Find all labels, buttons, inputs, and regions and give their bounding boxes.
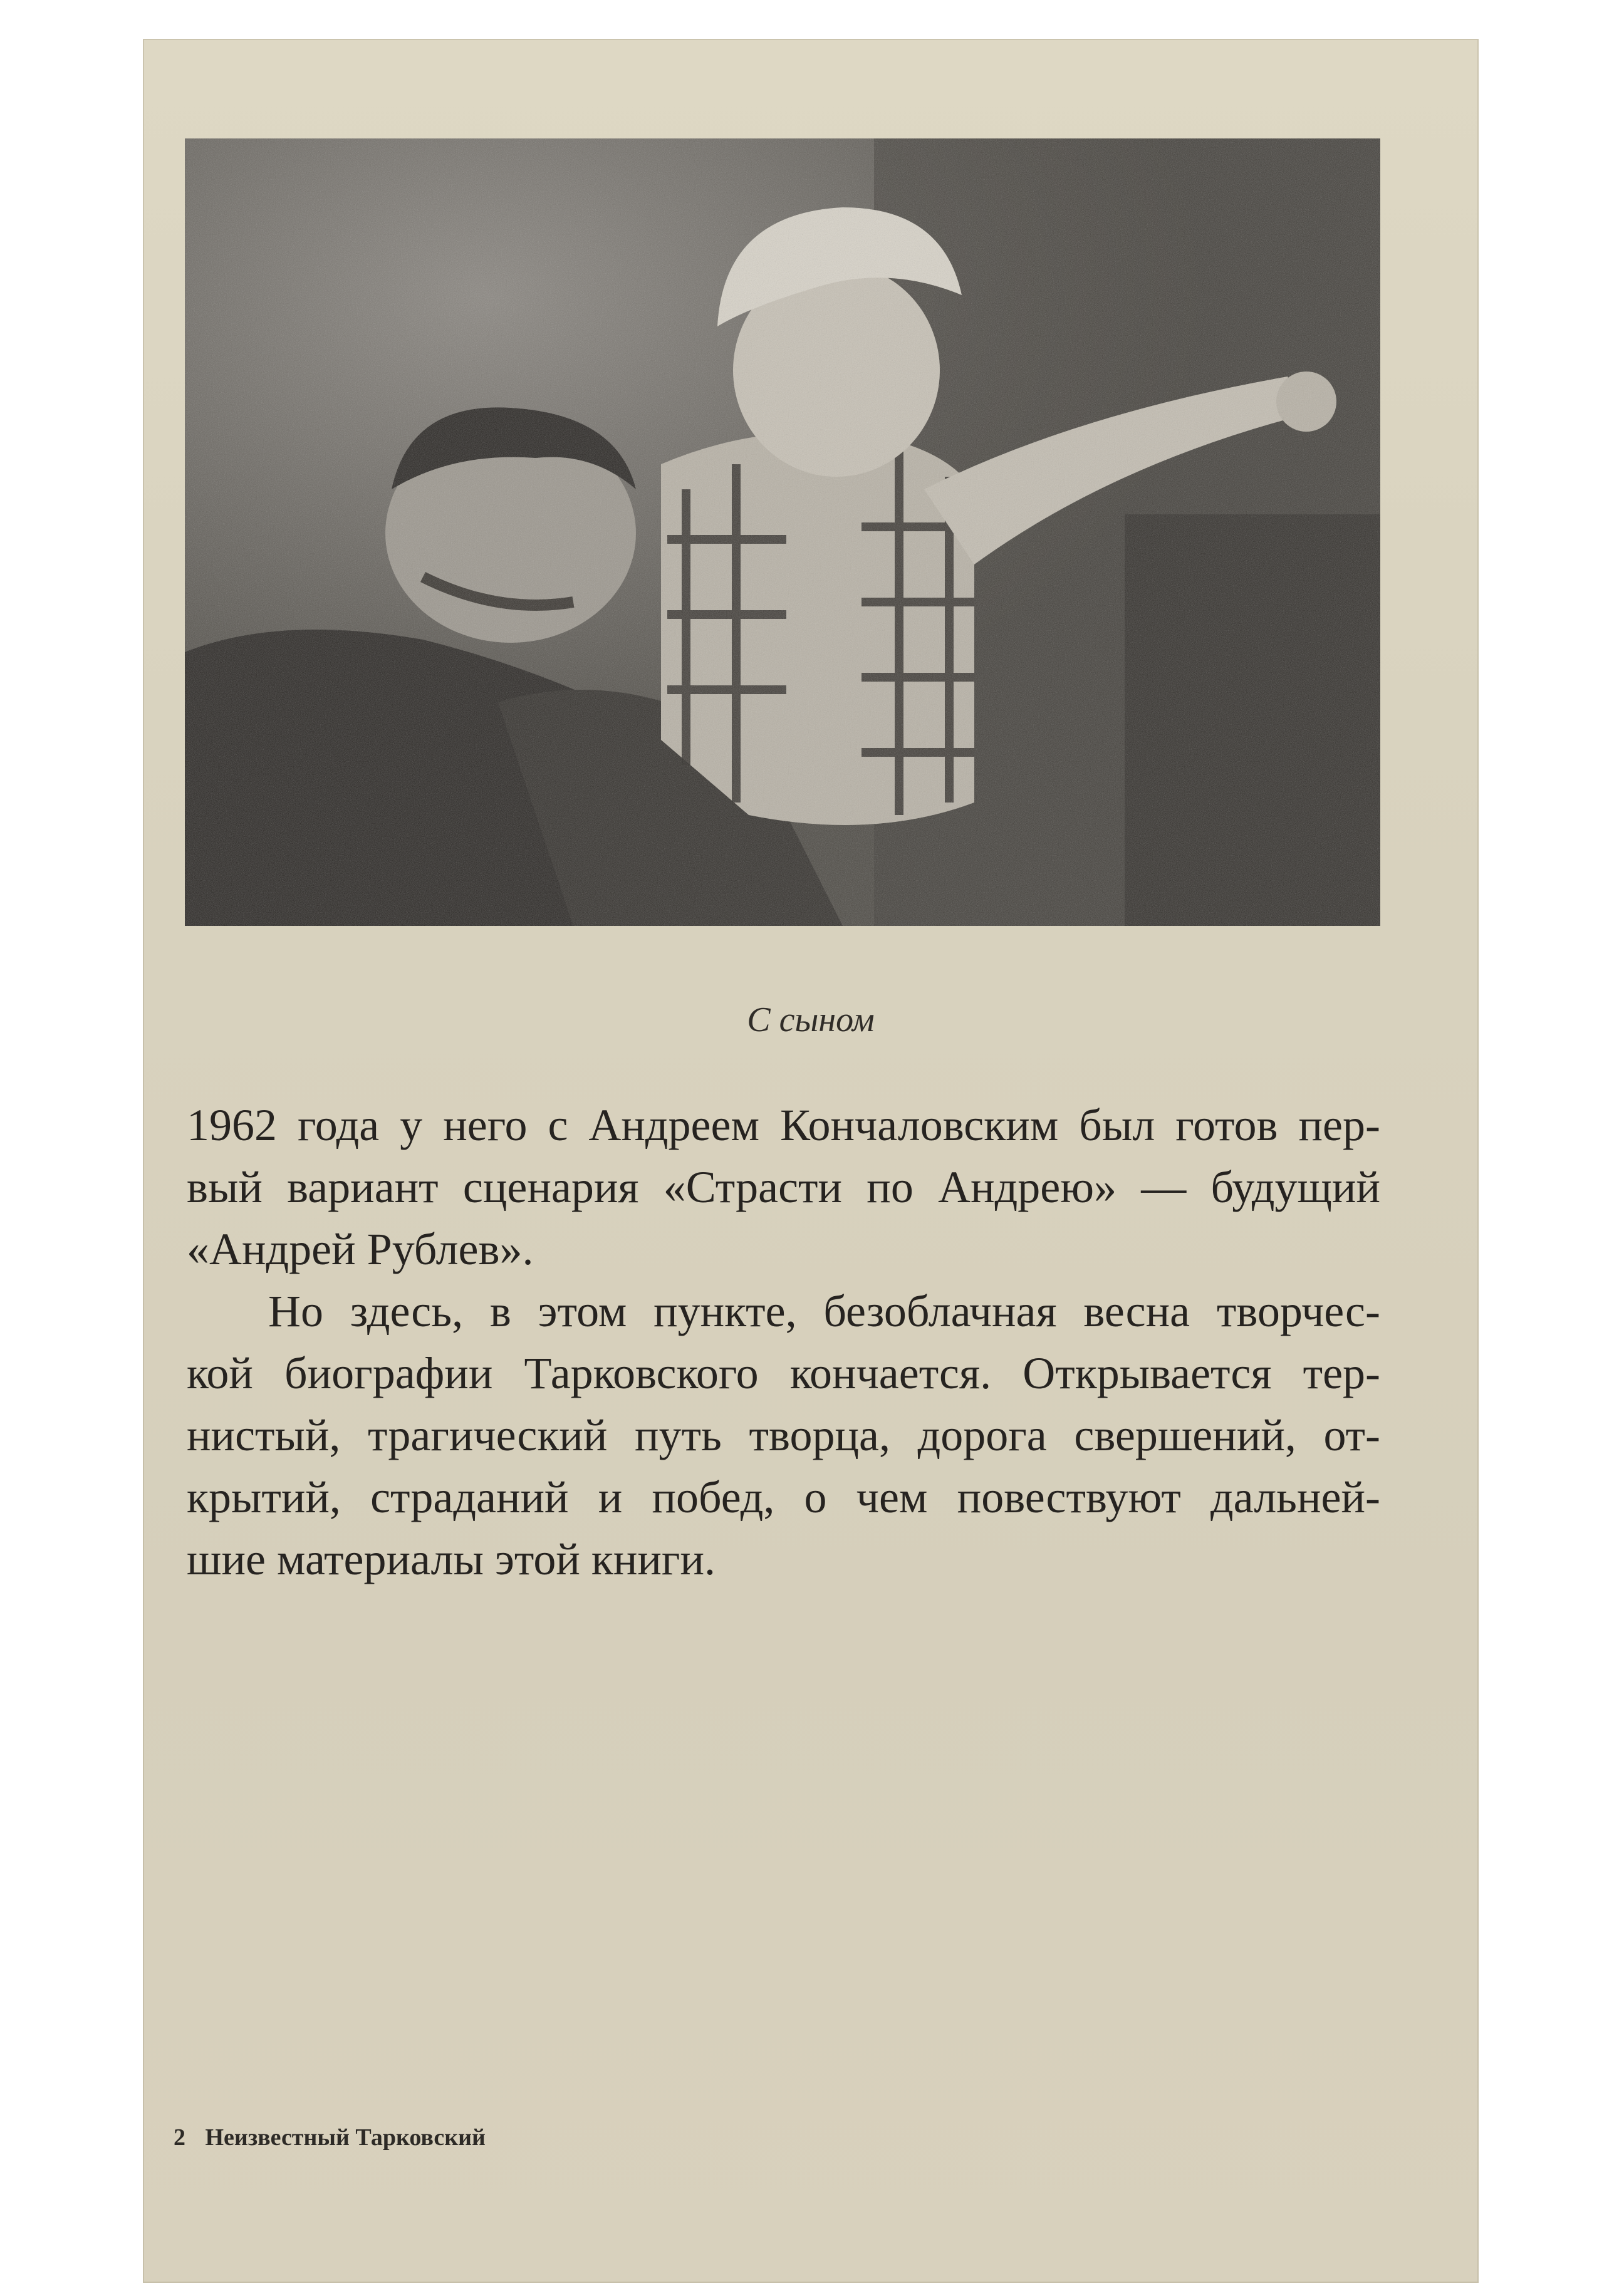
text-line: кой биографии Тарковского кончается. Открывается тер- [187, 1351, 1380, 1398]
text-line: шие материалы этой книги. [187, 1537, 716, 1584]
photo-caption: С сыном [747, 1000, 875, 1039]
running-title: Неизвестный Тарковский [205, 2124, 486, 2151]
text-line: крытий, страданий и побед, о чем повествуют дальней- [187, 1475, 1380, 1522]
text-line: Но здесь, в этом пункте, безоблачная весна творчес- [268, 1289, 1380, 1336]
text-line: «Андрей Рублев». [187, 1227, 534, 1274]
text-line: вый вариант сценария «Страсти по Андрею» — будущий [187, 1165, 1380, 1212]
body-text [187, 1103, 1380, 1599]
page-number: 2 [174, 2124, 185, 2151]
text-line: нистый, трагический путь творца, дорога свершений, от- [187, 1413, 1380, 1460]
photo-father-with-son [185, 138, 1380, 926]
text-line: 1962 года у него с Андреем Кончаловским был готов пер- [187, 1103, 1380, 1150]
page-footer [174, 2124, 486, 2151]
